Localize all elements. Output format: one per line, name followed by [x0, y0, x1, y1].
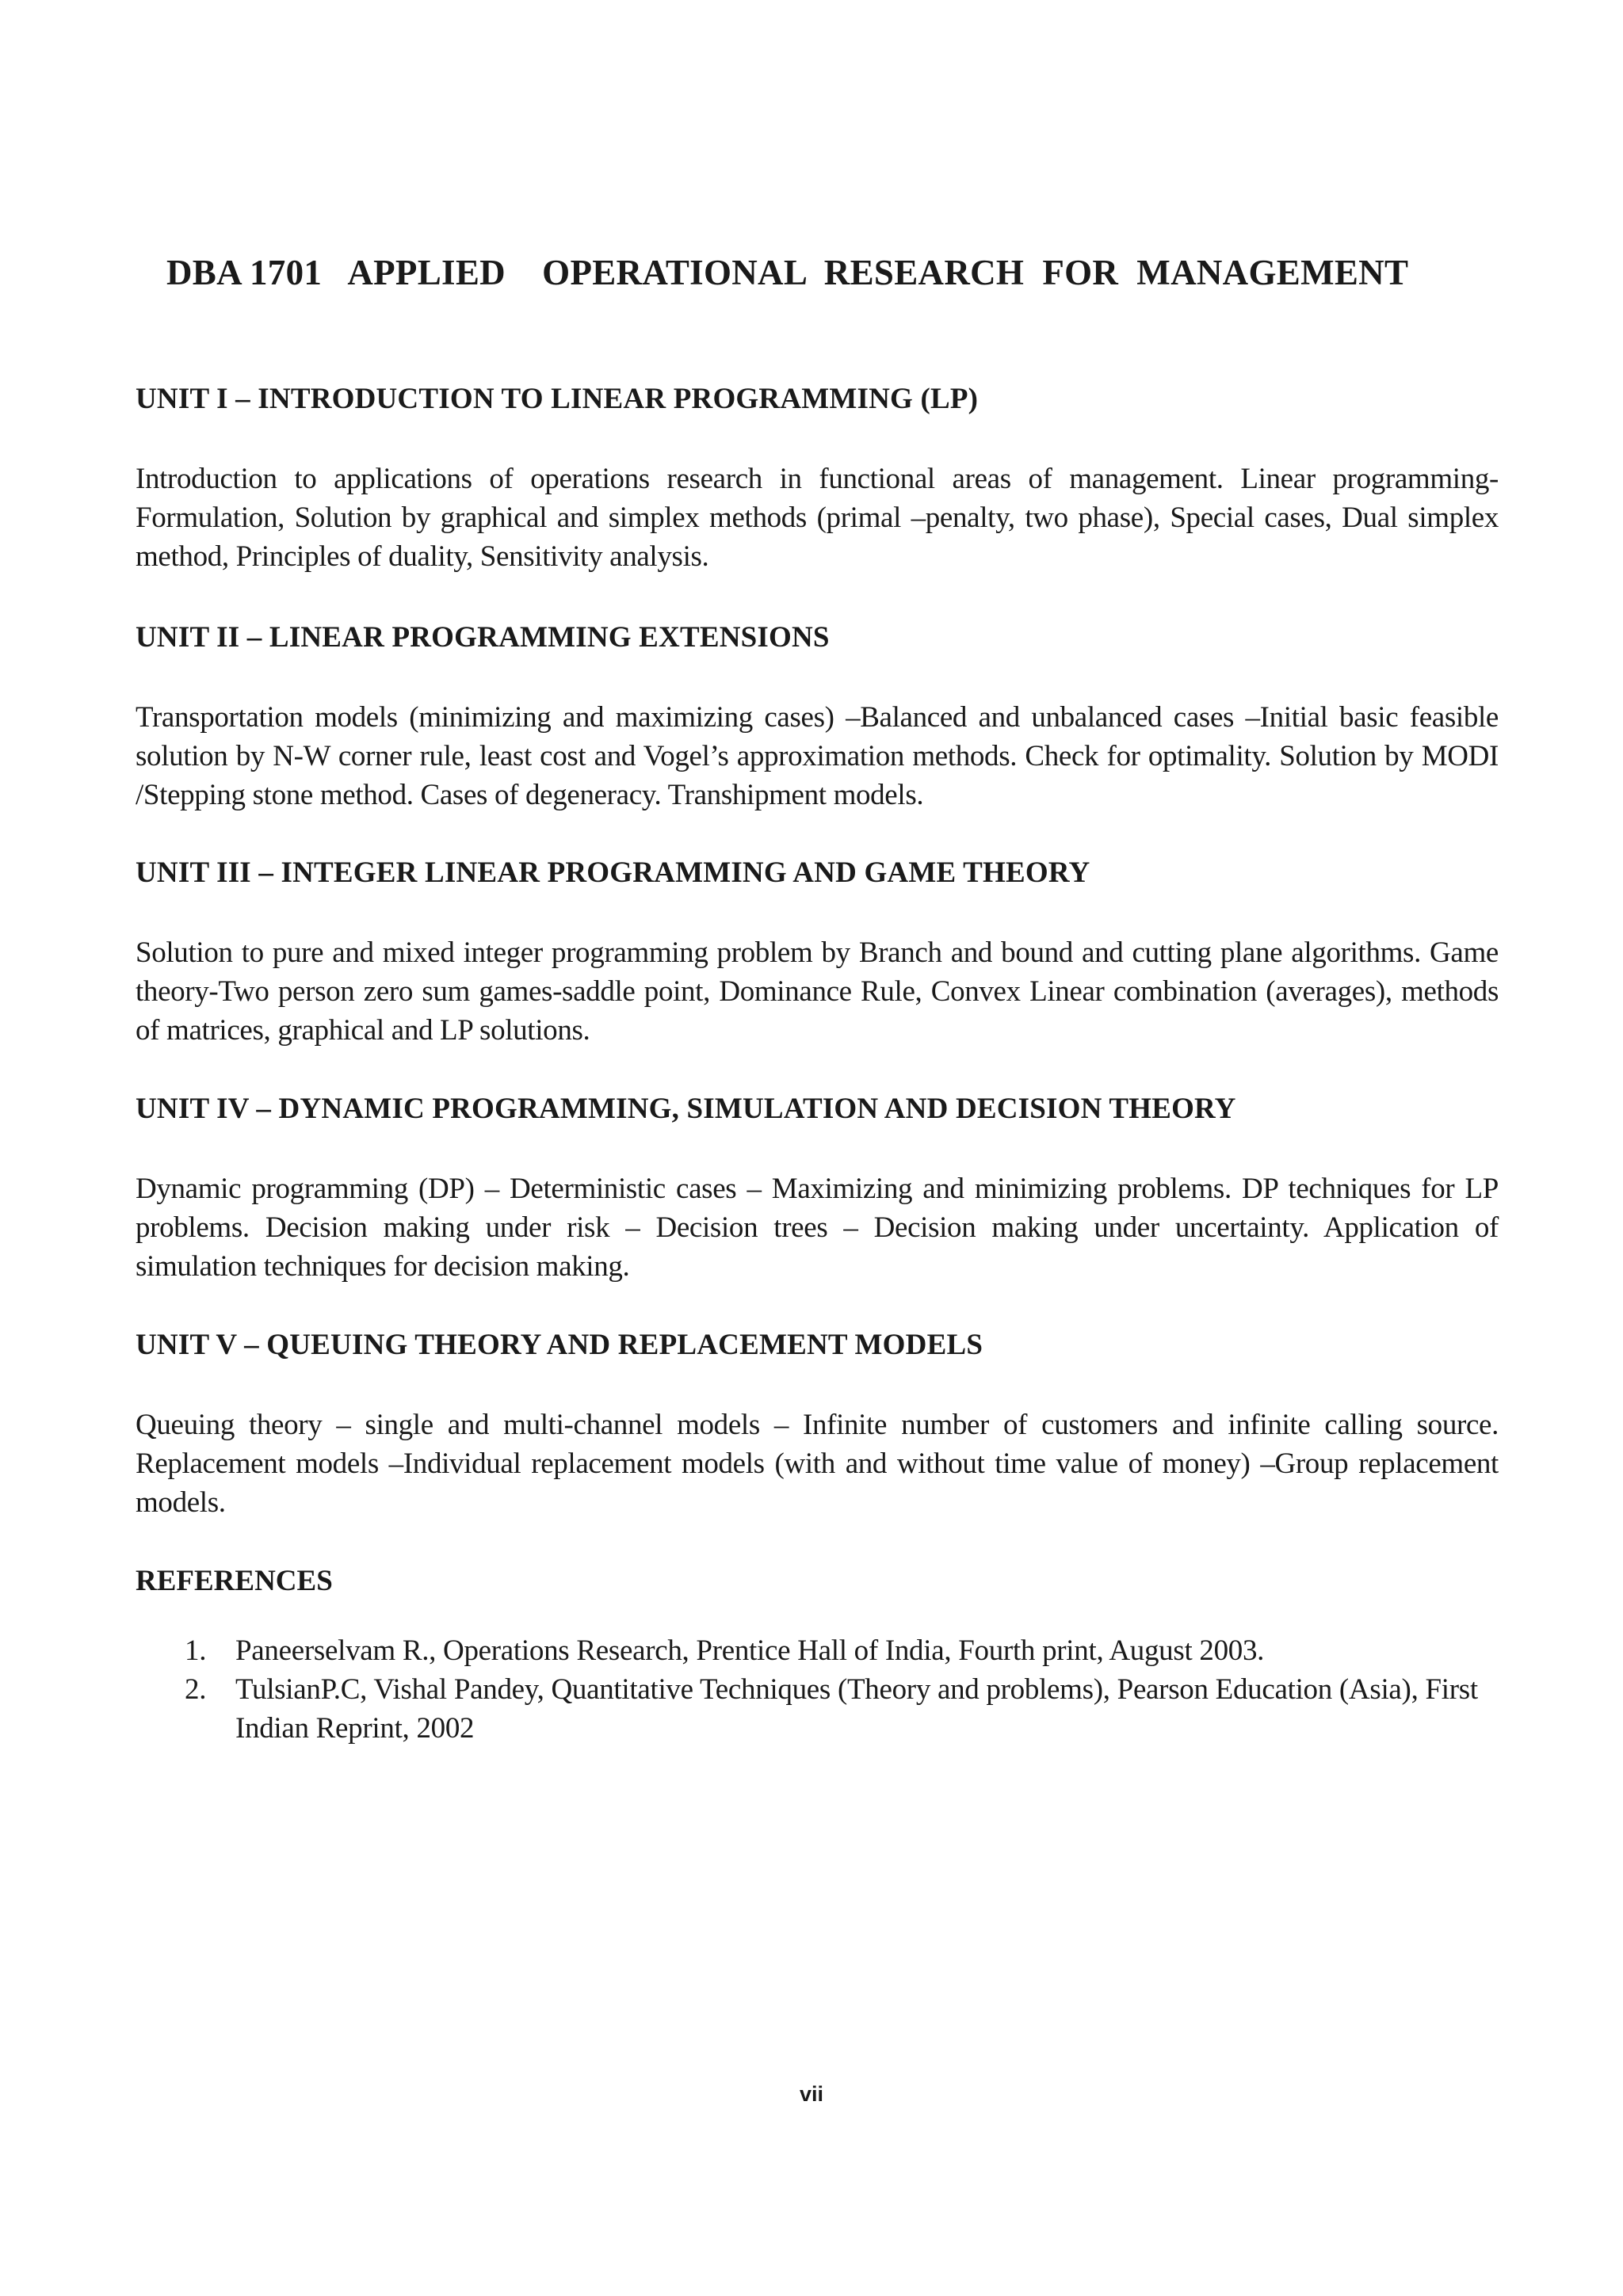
unit-heading: UNIT I – INTRODUCTION TO LINEAR PROGRAMMING (LP) [136, 383, 979, 415]
unit-section [136, 382, 1499, 576]
unit-section [136, 1328, 1499, 1522]
unit-heading: UNIT II – LINEAR PROGRAMMING EXTENSIONS [136, 621, 830, 654]
unit-section [136, 1092, 1499, 1286]
reference-item [136, 1670, 1499, 1748]
page-number: vii [799, 2082, 824, 2106]
reference-text: Paneerselvam R., Operations Research, Prentice Hall of India, Fourth print, August 2003. [235, 1634, 1265, 1667]
unit-heading: UNIT IV – DYNAMIC PROGRAMMING, SIMULATION AND DECISION THEORY [136, 1093, 1236, 1125]
unit-heading: UNIT V – QUEUING THEORY AND REPLACEMENT MODELS [136, 1329, 983, 1361]
reference-item [136, 1631, 1499, 1670]
unit-body: Dynamic programming (DP) – Deterministic cases – Maximizing and minimizing problems. DP techniques for LP problems. Decision making under risk – Decision trees – Decision making under uncertainty. Application of simulation techniques for decision making. [136, 1173, 1499, 1283]
unit-body: Solution to pure and mixed integer programming problem by Branch and bound and cutting plane algorithms. Game theory-Two person zero sum games-saddle point, Dominance Rule, Convex Linear combination (averages), methods of matrices, graphical and LP solutions. [136, 936, 1499, 1047]
references-list [136, 1631, 1499, 1748]
course-title: DBA 1701 APPLIED OPERATIONAL RESEARCH FOR MANAGEMENT [166, 253, 1409, 292]
unit-section [136, 856, 1499, 1050]
unit-heading: UNIT III – INTEGER LINEAR PROGRAMMING AND GAME THEORY [136, 856, 1090, 889]
unit-body: Queuing theory – single and multi-channel models – Infinite number of customers and infinite calling source. Replacement models –Individual replacement models (with and without time value of money) –Group replacement models. [136, 1409, 1499, 1519]
unit-body: Introduction to applications of operations research in functional areas of management. Linear programming-Formulation, Solution by graphical and simplex methods (primal –penalty, two phase), Special cases, Dual simplex method, Principles of duality, Sensitivity analysis. [136, 463, 1499, 573]
unit-section [136, 620, 1499, 814]
reference-number: 1. [185, 1634, 207, 1667]
reference-text: TulsianP.C, Vishal Pandey, Quantitative Techniques (Theory and problems), Pearson Education (Asia), First Indian Reprint, 2002 [235, 1673, 1478, 1745]
references-heading: REFERENCES [136, 1565, 333, 1597]
reference-number: 2. [185, 1673, 207, 1706]
unit-body: Transportation models (minimizing and maximizing cases) –Balanced and unbalanced cases –Initial basic feasible solution by N-W corner rule, least cost and Vogel’s approximation methods. Check for optimality. Solution by MODI /Stepping stone method. Cases of degeneracy. Transhipment models. [136, 701, 1499, 811]
references-section [136, 1564, 1499, 1748]
